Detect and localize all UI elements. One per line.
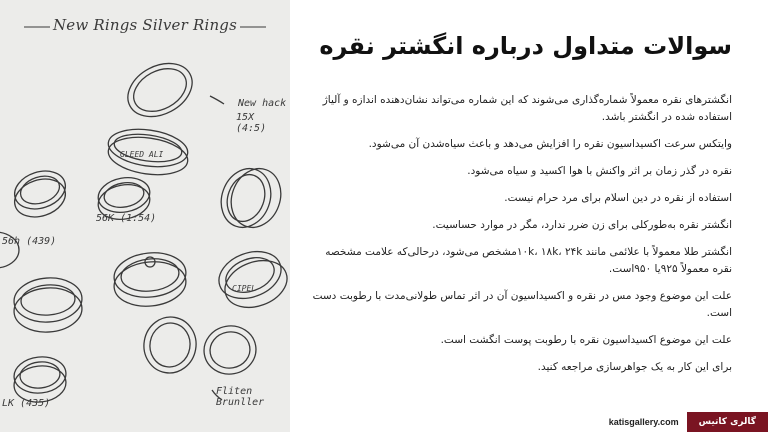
sketch-signature: Fliten Brunller <box>216 386 265 408</box>
sketch-note-size-56k: 56K (1:54) <box>96 213 157 224</box>
sketch-title: New Rings Silver Rings <box>52 16 238 34</box>
faq-item: انگشتر نقره به‌طورکلی برای زن ضرر ندارد، مگر در موارد حساسیت. <box>432 219 732 231</box>
ring-engraving-cipel: CIPEL <box>232 284 257 293</box>
faq-item: استفاده از نقره در دین اسلام برای مرد حرام نیست. <box>504 192 732 204</box>
page-title: سوالات متداول درباره انگشتر نقره <box>319 32 732 60</box>
faq-item: نقره در گذر زمان بر اثر واکنش با هوا اکسید و سیاه می‌شود. <box>467 165 732 177</box>
footer-bar <box>601 412 768 432</box>
faq-item: انگشترهای نقره معمولاً شماره‌گذاری می‌شوند که این شماره می‌تواند نشان‌دهنده اندازه و آلیاژ استفاده شده در انگشتر باشد. <box>322 94 732 123</box>
ring-sketch-panel <box>0 0 290 432</box>
faq-content-panel <box>290 0 768 432</box>
footer-url-link[interactable]: katisgallery.com <box>608 417 679 427</box>
sketch-note-size-56h: 56h (439) <box>2 236 57 247</box>
footer-brand-badge: گالری کاتیس <box>687 412 768 432</box>
sketch-note-size-15x: 15X (4:5) <box>236 112 267 134</box>
faq-item: وایتکس سرعت اکسیداسیون نقره را افزایش می‌دهد و باعث سیاه‌شدن آن می‌شود. <box>368 138 732 150</box>
ring-engraving-gleed: GLEED ALI <box>120 150 164 159</box>
sketch-note-size-lk: LK (435) <box>2 398 51 409</box>
faq-item: برای این کار به یک جواهرسازی مراجعه کنید. <box>537 361 732 373</box>
sketch-note-new-hack: New hack <box>238 98 287 109</box>
faq-item: علت این موضوع وجود مس در نقره و اکسیداسیون آن در اثر تماس طولانی‌مدت با رطوبت دست است. <box>312 290 732 319</box>
faq-item: علت این موضوع اکسیداسیون نقره با رطوبت پوست انگشت است. <box>440 334 732 346</box>
faq-item: انگشتر طلا معمولاً با علائمی مانند ۱۰k، ۱۸k، ۲۴kمشخص می‌شود، درحالی‌که علامت مشخصه نقره معمولاً ۹۲۵یا ۹۵۰است. <box>325 246 732 275</box>
faq-list <box>312 92 732 386</box>
